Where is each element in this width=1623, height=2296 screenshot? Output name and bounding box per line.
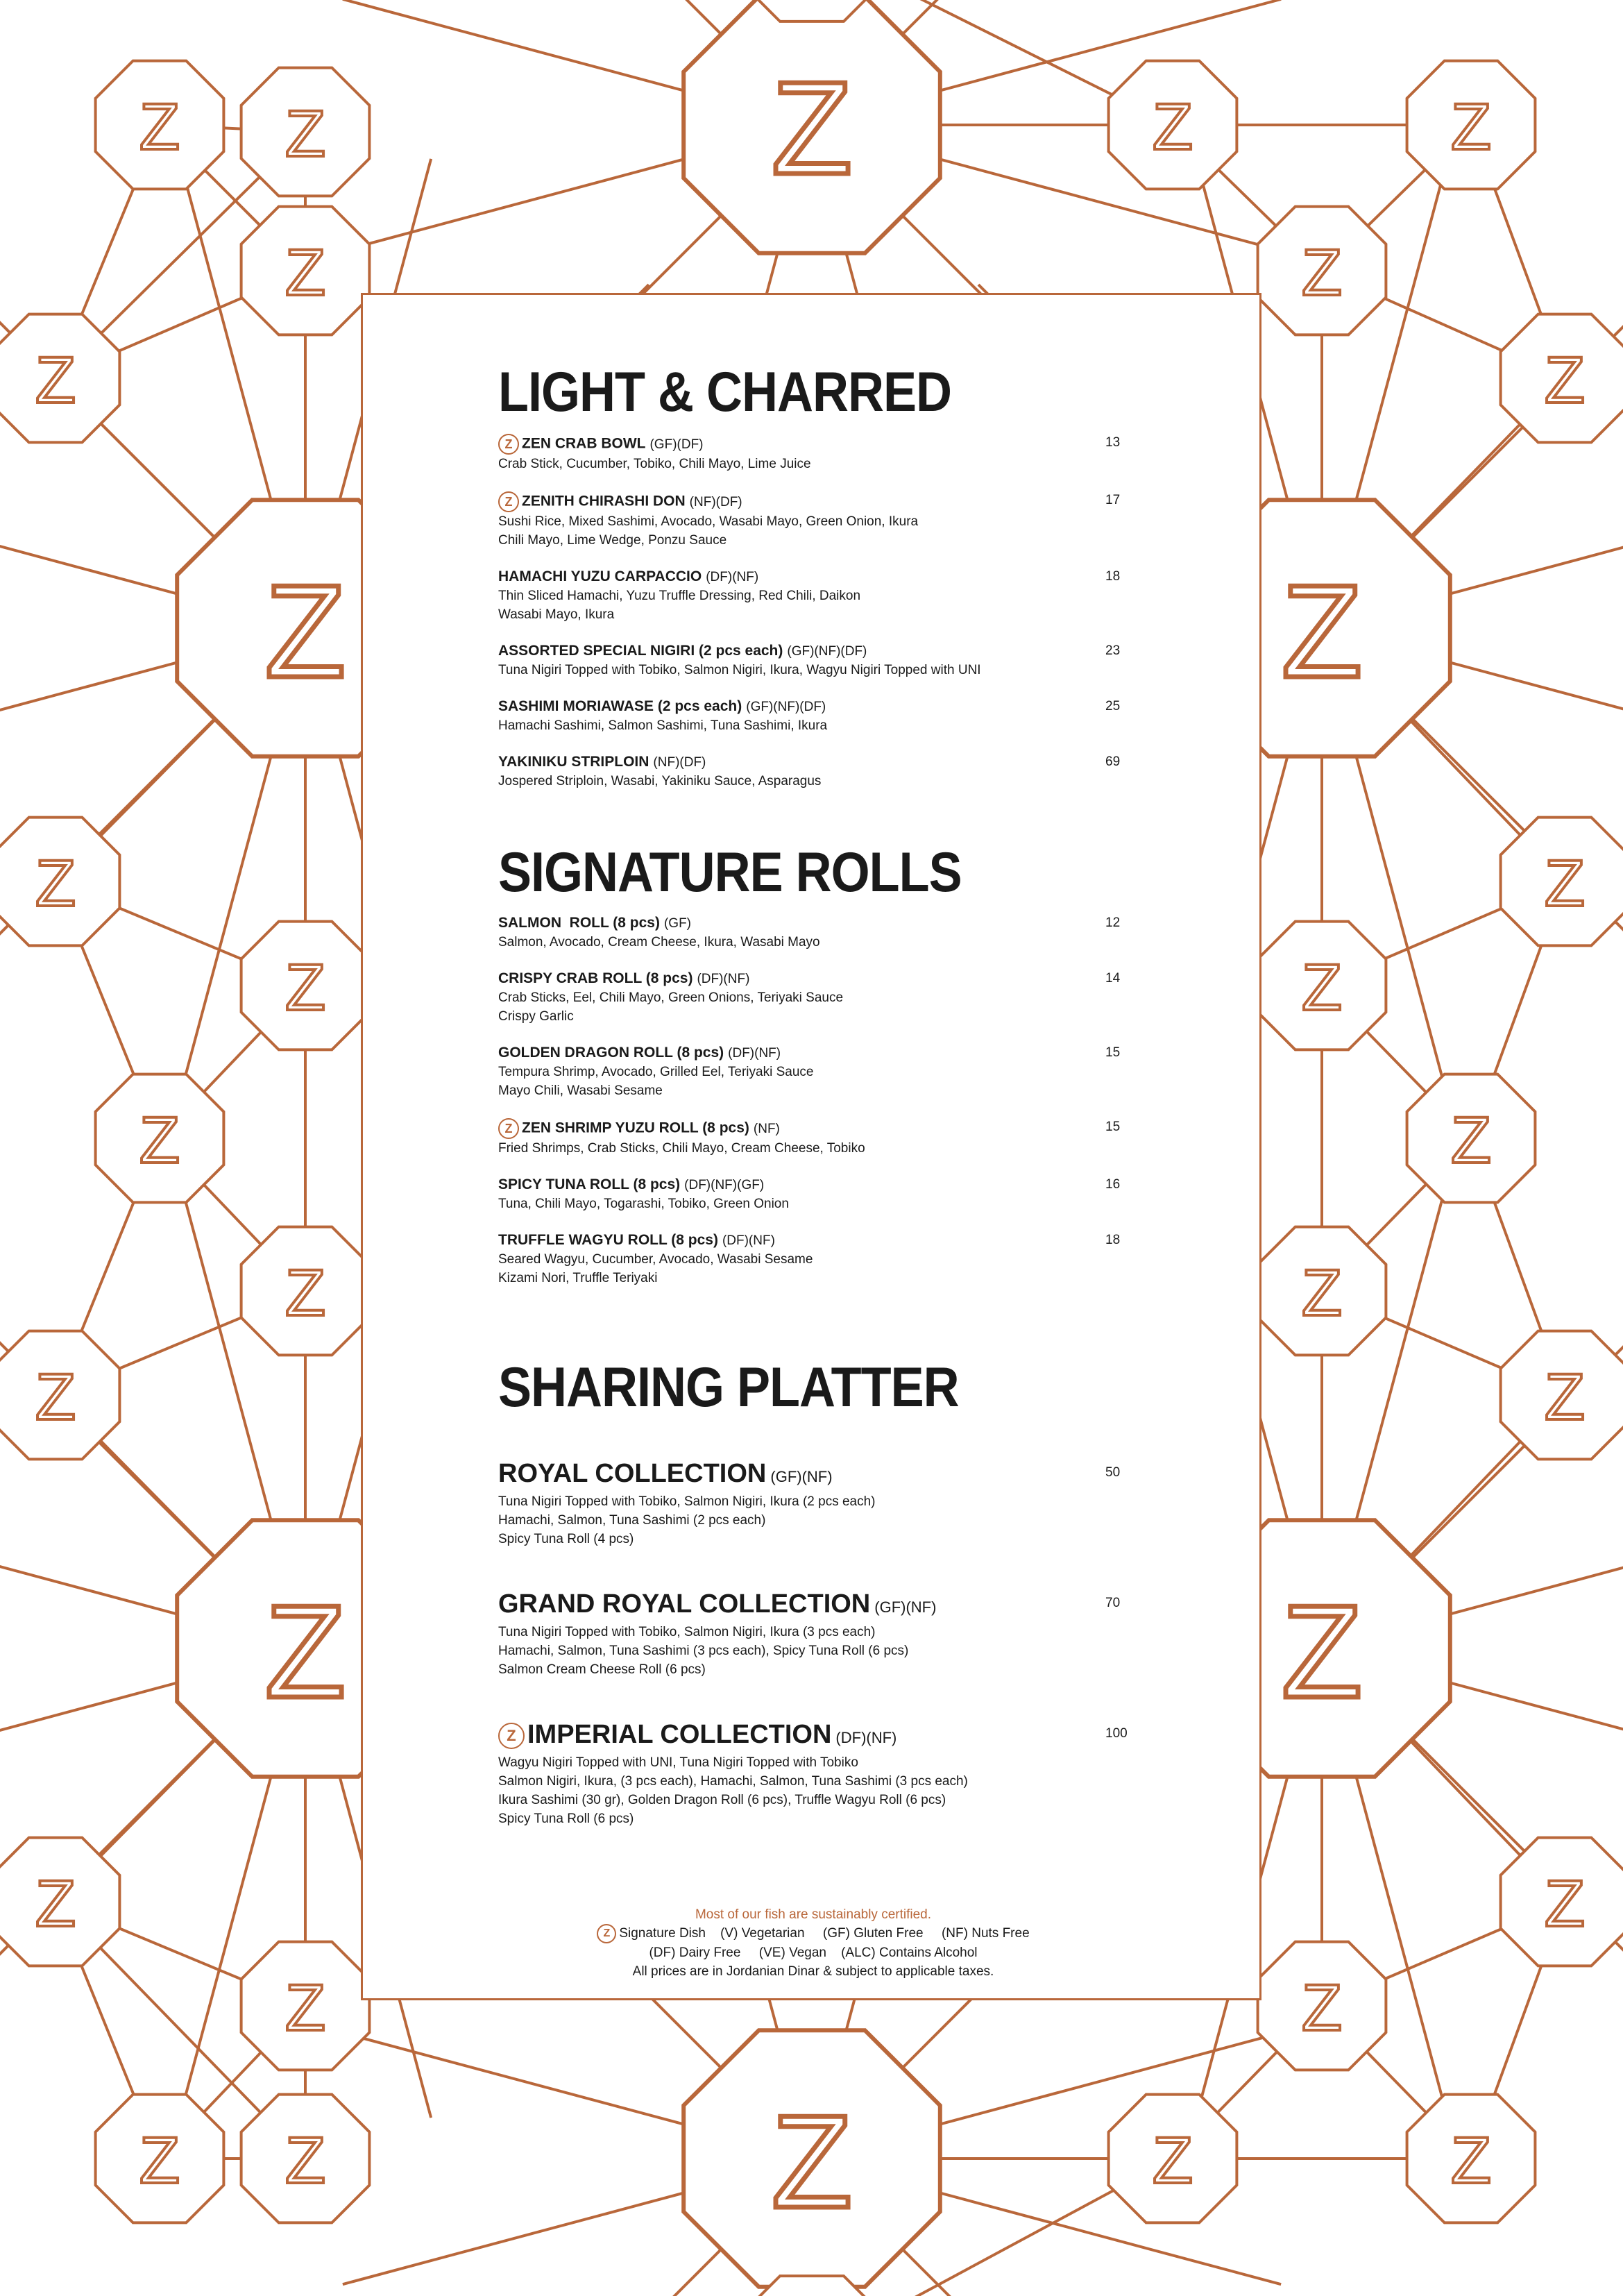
menu-item-description: Tuna, Chili Mayo, Togarashi, Tobiko, Green Onion xyxy=(498,1197,789,1211)
svg-text:Z: Z xyxy=(1301,236,1343,310)
menu-items-list xyxy=(498,1458,1137,1828)
menu-item-price: 15 xyxy=(1105,1120,1121,1134)
menu-item-name: IMPERIAL COLLECTION xyxy=(527,1720,832,1749)
svg-text:Z: Z xyxy=(1281,558,1363,705)
menu-item xyxy=(498,1044,1137,1100)
menu-item-description: Salmon Cream Cheese Roll (6 pcs) xyxy=(498,1662,706,1677)
menu-item-name: GOLDEN DRAGON ROLL (8 pcs) xyxy=(498,1045,724,1061)
menu-item-title-row xyxy=(498,698,1137,716)
menu-item-name: SPICY TUNA ROLL (8 pcs) xyxy=(498,1176,681,1192)
svg-text:Z: Z xyxy=(284,951,326,1024)
menu-item-price: 23 xyxy=(1105,643,1121,658)
menu-item-dietary-tags: (DF)(NF)(GF) xyxy=(684,1178,765,1192)
svg-text:Z: Z xyxy=(284,236,326,310)
menu-item-description: Jospered Striploin, Wasabi, Yakiniku Sauce, Asparagus xyxy=(498,774,822,788)
price-disclaimer: All prices are in Jordanian Dinar & subject to applicable taxes. xyxy=(632,1964,994,1979)
svg-text:Z: Z xyxy=(139,2124,180,2197)
menu-item-price: 69 xyxy=(1105,754,1121,769)
svg-text:Z: Z xyxy=(1281,1578,1363,1725)
sustainability-note: Most of our fish are sustainably certified. xyxy=(695,1907,932,1922)
menu-item xyxy=(498,1231,1137,1288)
signature-dish-icon: Z xyxy=(498,434,519,455)
section-signature-rolls xyxy=(498,841,1137,1306)
svg-text:Z: Z xyxy=(1301,1256,1343,1330)
menu-item-title-row xyxy=(498,568,1137,586)
svg-text:Z: Z xyxy=(1301,951,1343,1024)
section-sharing-platter xyxy=(498,1356,1137,1868)
menu-item-name: ZENITH CHIRASHI DON xyxy=(522,493,686,509)
menu-item xyxy=(498,698,1137,735)
menu-item-description: Fried Shrimps, Crab Sticks, Chili Mayo, Cream Cheese, Tobiko xyxy=(498,1141,865,1156)
menu-item-price: 14 xyxy=(1105,971,1121,986)
svg-text:Z: Z xyxy=(139,90,180,164)
menu-item-price: 25 xyxy=(1105,699,1121,714)
menu-item-description: Sushi Rice, Mixed Sashimi, Avocado, Wasabi Mayo, Green Onion, Ikura xyxy=(498,514,919,529)
menu-item-name: GRAND ROYAL COLLECTION xyxy=(498,1589,871,1619)
svg-text:Z: Z xyxy=(1544,344,1586,417)
menu-item-title-row xyxy=(498,914,1137,933)
svg-text:Z: Z xyxy=(1544,1360,1586,1434)
menu-item-name: YAKINIKU STRIPLOIN xyxy=(498,754,649,770)
menu-item-description: Chili Mayo, Lime Wedge, Ponzu Sauce xyxy=(498,533,727,548)
menu-item-dietary-tags: (GF)(NF)(DF) xyxy=(787,644,867,659)
svg-text:Z: Z xyxy=(1544,1867,1586,1941)
svg-text:Z: Z xyxy=(35,344,76,417)
svg-text:Z: Z xyxy=(1450,2124,1492,2197)
menu-item-title-row xyxy=(498,970,1137,988)
svg-text:Z: Z xyxy=(284,2124,326,2197)
menu-item-title-row xyxy=(498,642,1137,661)
menu-item-title-row xyxy=(498,1176,1137,1195)
menu-item xyxy=(498,1458,1137,1548)
menu-item-description: Tuna Nigiri Topped with Tobiko, Salmon Nigiri, Ikura (2 pcs each) xyxy=(498,1494,876,1509)
menu-item-title-row xyxy=(498,753,1137,772)
menu-item-dietary-tags: (DF)(NF) xyxy=(728,1046,781,1061)
menu-item-price: 13 xyxy=(1105,435,1121,450)
svg-text:Z: Z xyxy=(139,1104,180,1177)
menu-item xyxy=(498,491,1137,550)
menu-item-name: CRISPY CRAB ROLL (8 pcs) xyxy=(498,970,693,986)
menu-item-description: Salmon Nigiri, Ikura, (3 pcs each), Hamachi, Salmon, Tuna Sashimi (3 pcs each) xyxy=(498,1774,968,1789)
section-title: SHARING PLATTER xyxy=(498,1356,959,1419)
menu-item-name: ASSORTED SPECIAL NIGIRI (2 pcs each) xyxy=(498,643,783,659)
menu-item-title-row xyxy=(498,491,1137,512)
section-title: SIGNATURE ROLLS xyxy=(498,841,962,904)
menu-item-description: Tuna Nigiri Topped with Tobiko, Salmon Nigiri, Ikura, Wagyu Nigiri Topped with UNI xyxy=(498,663,981,677)
menu-item-description: Crispy Garlic xyxy=(498,1009,574,1024)
menu-items-list xyxy=(498,914,1137,1288)
signature-dish-icon: Z xyxy=(498,1723,525,1749)
menu-item-description: Spicy Tuna Roll (4 pcs) xyxy=(498,1532,634,1546)
menu-item-dietary-tags: (NF)(DF) xyxy=(689,494,742,509)
menu-item-price: 18 xyxy=(1105,1233,1121,1247)
menu-item-dietary-tags: (GF)(DF) xyxy=(649,437,704,452)
svg-text:Z: Z xyxy=(1450,1104,1492,1177)
signature-dish-icon: Z xyxy=(498,491,519,512)
menu-item-description: Kizami Nori, Truffle Teriyaki xyxy=(498,1271,658,1285)
menu-item-dietary-tags: (DF)(NF) xyxy=(835,1729,897,1746)
menu-item xyxy=(498,1118,1137,1158)
menu-item xyxy=(498,434,1137,473)
menu-item-description: Tempura Shrimp, Avocado, Grilled Eel, Teriyaki Sauce xyxy=(498,1065,814,1079)
menu-item-title-row xyxy=(498,1458,1137,1492)
menu-item-name: TRUFFLE WAGYU ROLL (8 pcs) xyxy=(498,1232,718,1248)
menu-item-dietary-tags: (GF)(NF) xyxy=(770,1468,833,1485)
signature-dish-icon: Z xyxy=(498,1118,519,1139)
svg-text:Z: Z xyxy=(264,558,346,705)
menu-item xyxy=(498,753,1137,791)
svg-text:Z: Z xyxy=(284,1256,326,1330)
svg-text:Z: Z xyxy=(771,55,853,202)
menu-item-dietary-tags: (DF)(NF) xyxy=(706,570,759,584)
menu-item-dietary-tags: (DF)(NF) xyxy=(697,972,750,986)
menu-item-name: ROYAL COLLECTION xyxy=(498,1459,767,1488)
menu-item xyxy=(498,970,1137,1026)
menu-item xyxy=(498,642,1137,679)
menu-item-price: 100 xyxy=(1105,1726,1128,1741)
menu-item-title-row xyxy=(498,1589,1137,1623)
menu-item-description: Seared Wagyu, Cucumber, Avocado, Wasabi Sesame xyxy=(498,1252,813,1267)
menu-item-title-row xyxy=(498,1719,1137,1753)
menu-item-description: Salmon, Avocado, Cream Cheese, Ikura, Wasabi Mayo xyxy=(498,935,820,949)
svg-text:Z: Z xyxy=(284,1971,326,2045)
svg-text:Z: Z xyxy=(35,847,76,920)
menu-item-name: SASHIMI MORIAWASE (2 pcs each) xyxy=(498,698,742,714)
svg-text:Z: Z xyxy=(1450,90,1492,164)
svg-text:Z: Z xyxy=(284,97,326,171)
menu-item-title-row xyxy=(498,1231,1137,1250)
legend-text: Signature Dish (V) Vegetarian (GF) Gluten Free (NF) Nuts Free xyxy=(619,1926,1030,1941)
menu-item-price: 18 xyxy=(1105,569,1121,584)
svg-text:Z: Z xyxy=(1152,2124,1193,2197)
menu-item-price: 17 xyxy=(1105,493,1121,507)
menu-items-list xyxy=(498,434,1137,791)
menu-item-name: HAMACHI YUZU CARPACCIO xyxy=(498,568,702,584)
menu-item-description: Hamachi, Salmon, Tuna Sashimi (2 pcs each) xyxy=(498,1513,766,1528)
svg-text:Z: Z xyxy=(1152,90,1193,164)
svg-text:Z: Z xyxy=(35,1867,76,1941)
menu-item-price: 15 xyxy=(1105,1045,1121,1060)
legend-line-2: (DF) Dairy Free (VE) Vegan (ALC) Contains Alcohol xyxy=(649,1945,978,1960)
menu-panel xyxy=(361,293,1261,2000)
svg-text:Z: Z xyxy=(1301,1971,1343,2045)
menu-footer xyxy=(363,1905,1264,1981)
menu-item-price: 12 xyxy=(1105,915,1121,930)
menu-item-title-row xyxy=(498,1118,1137,1139)
menu-item-name: ZEN CRAB BOWL xyxy=(522,435,646,452)
menu-item-description: Crab Sticks, Eel, Chili Mayo, Green Onions, Teriyaki Sauce xyxy=(498,990,844,1005)
menu-item-description: Wasabi Mayo, Ikura xyxy=(498,607,615,622)
menu-item-price: 50 xyxy=(1105,1465,1121,1480)
menu-item-dietary-tags: (GF)(NF) xyxy=(874,1598,937,1616)
menu-item-dietary-tags: (NF)(DF) xyxy=(653,755,706,770)
menu-item-description: Ikura Sashimi (30 gr), Golden Dragon Roll (6 pcs), Truffle Wagyu Roll (6 pcs) xyxy=(498,1793,946,1807)
menu-item-description: Mayo Chili, Wasabi Sesame xyxy=(498,1083,663,1098)
menu-item-description: Crab Stick, Cucumber, Tobiko, Chili Mayo, Lime Juice xyxy=(498,457,811,471)
menu-item-description: Thin Sliced Hamachi, Yuzu Truffle Dressing, Red Chili, Daikon xyxy=(498,589,861,603)
svg-text:Z: Z xyxy=(1544,847,1586,920)
menu-item-name: ZEN SHRIMP YUZU ROLL (8 pcs) xyxy=(522,1120,749,1136)
signature-dish-icon: Z xyxy=(597,1924,616,1943)
menu-item-dietary-tags: (GF)(NF)(DF) xyxy=(746,700,826,714)
svg-text:Z: Z xyxy=(35,1360,76,1434)
section-title: LIGHT & CHARRED xyxy=(498,361,951,424)
menu-item xyxy=(498,914,1137,952)
menu-item-description: Tuna Nigiri Topped with Tobiko, Salmon Nigiri, Ikura (3 pcs each) xyxy=(498,1625,876,1639)
menu-item xyxy=(498,1589,1137,1679)
menu-item-description: Spicy Tuna Roll (6 pcs) xyxy=(498,1812,634,1826)
menu-item-title-row xyxy=(498,1044,1137,1063)
menu-item-dietary-tags: (GF) xyxy=(663,916,692,931)
menu-item xyxy=(498,1176,1137,1213)
menu-item-description: Wagyu Nigiri Topped with UNI, Tuna Nigiri Topped with Tobiko xyxy=(498,1755,858,1770)
menu-item-price: 70 xyxy=(1105,1596,1121,1610)
menu-item xyxy=(498,1719,1137,1828)
svg-text:Z: Z xyxy=(771,2088,853,2236)
menu-item-dietary-tags: (DF)(NF) xyxy=(722,1233,775,1248)
legend-line-1 xyxy=(363,1924,1264,1943)
menu-item-title-row xyxy=(498,434,1137,455)
svg-text:Z: Z xyxy=(264,1578,346,1725)
menu-item xyxy=(498,568,1137,624)
menu-item-description: Hamachi, Salmon, Tuna Sashimi (3 pcs each), Spicy Tuna Roll (6 pcs) xyxy=(498,1644,909,1658)
menu-item-description: Hamachi Sashimi, Salmon Sashimi, Tuna Sashimi, Ikura xyxy=(498,718,828,733)
menu-item-price: 16 xyxy=(1105,1177,1121,1192)
menu-item-name: SALMON ROLL (8 pcs) xyxy=(498,915,660,931)
menu-item-dietary-tags: (NF) xyxy=(753,1121,780,1136)
section-light-and-charred xyxy=(498,361,1137,809)
